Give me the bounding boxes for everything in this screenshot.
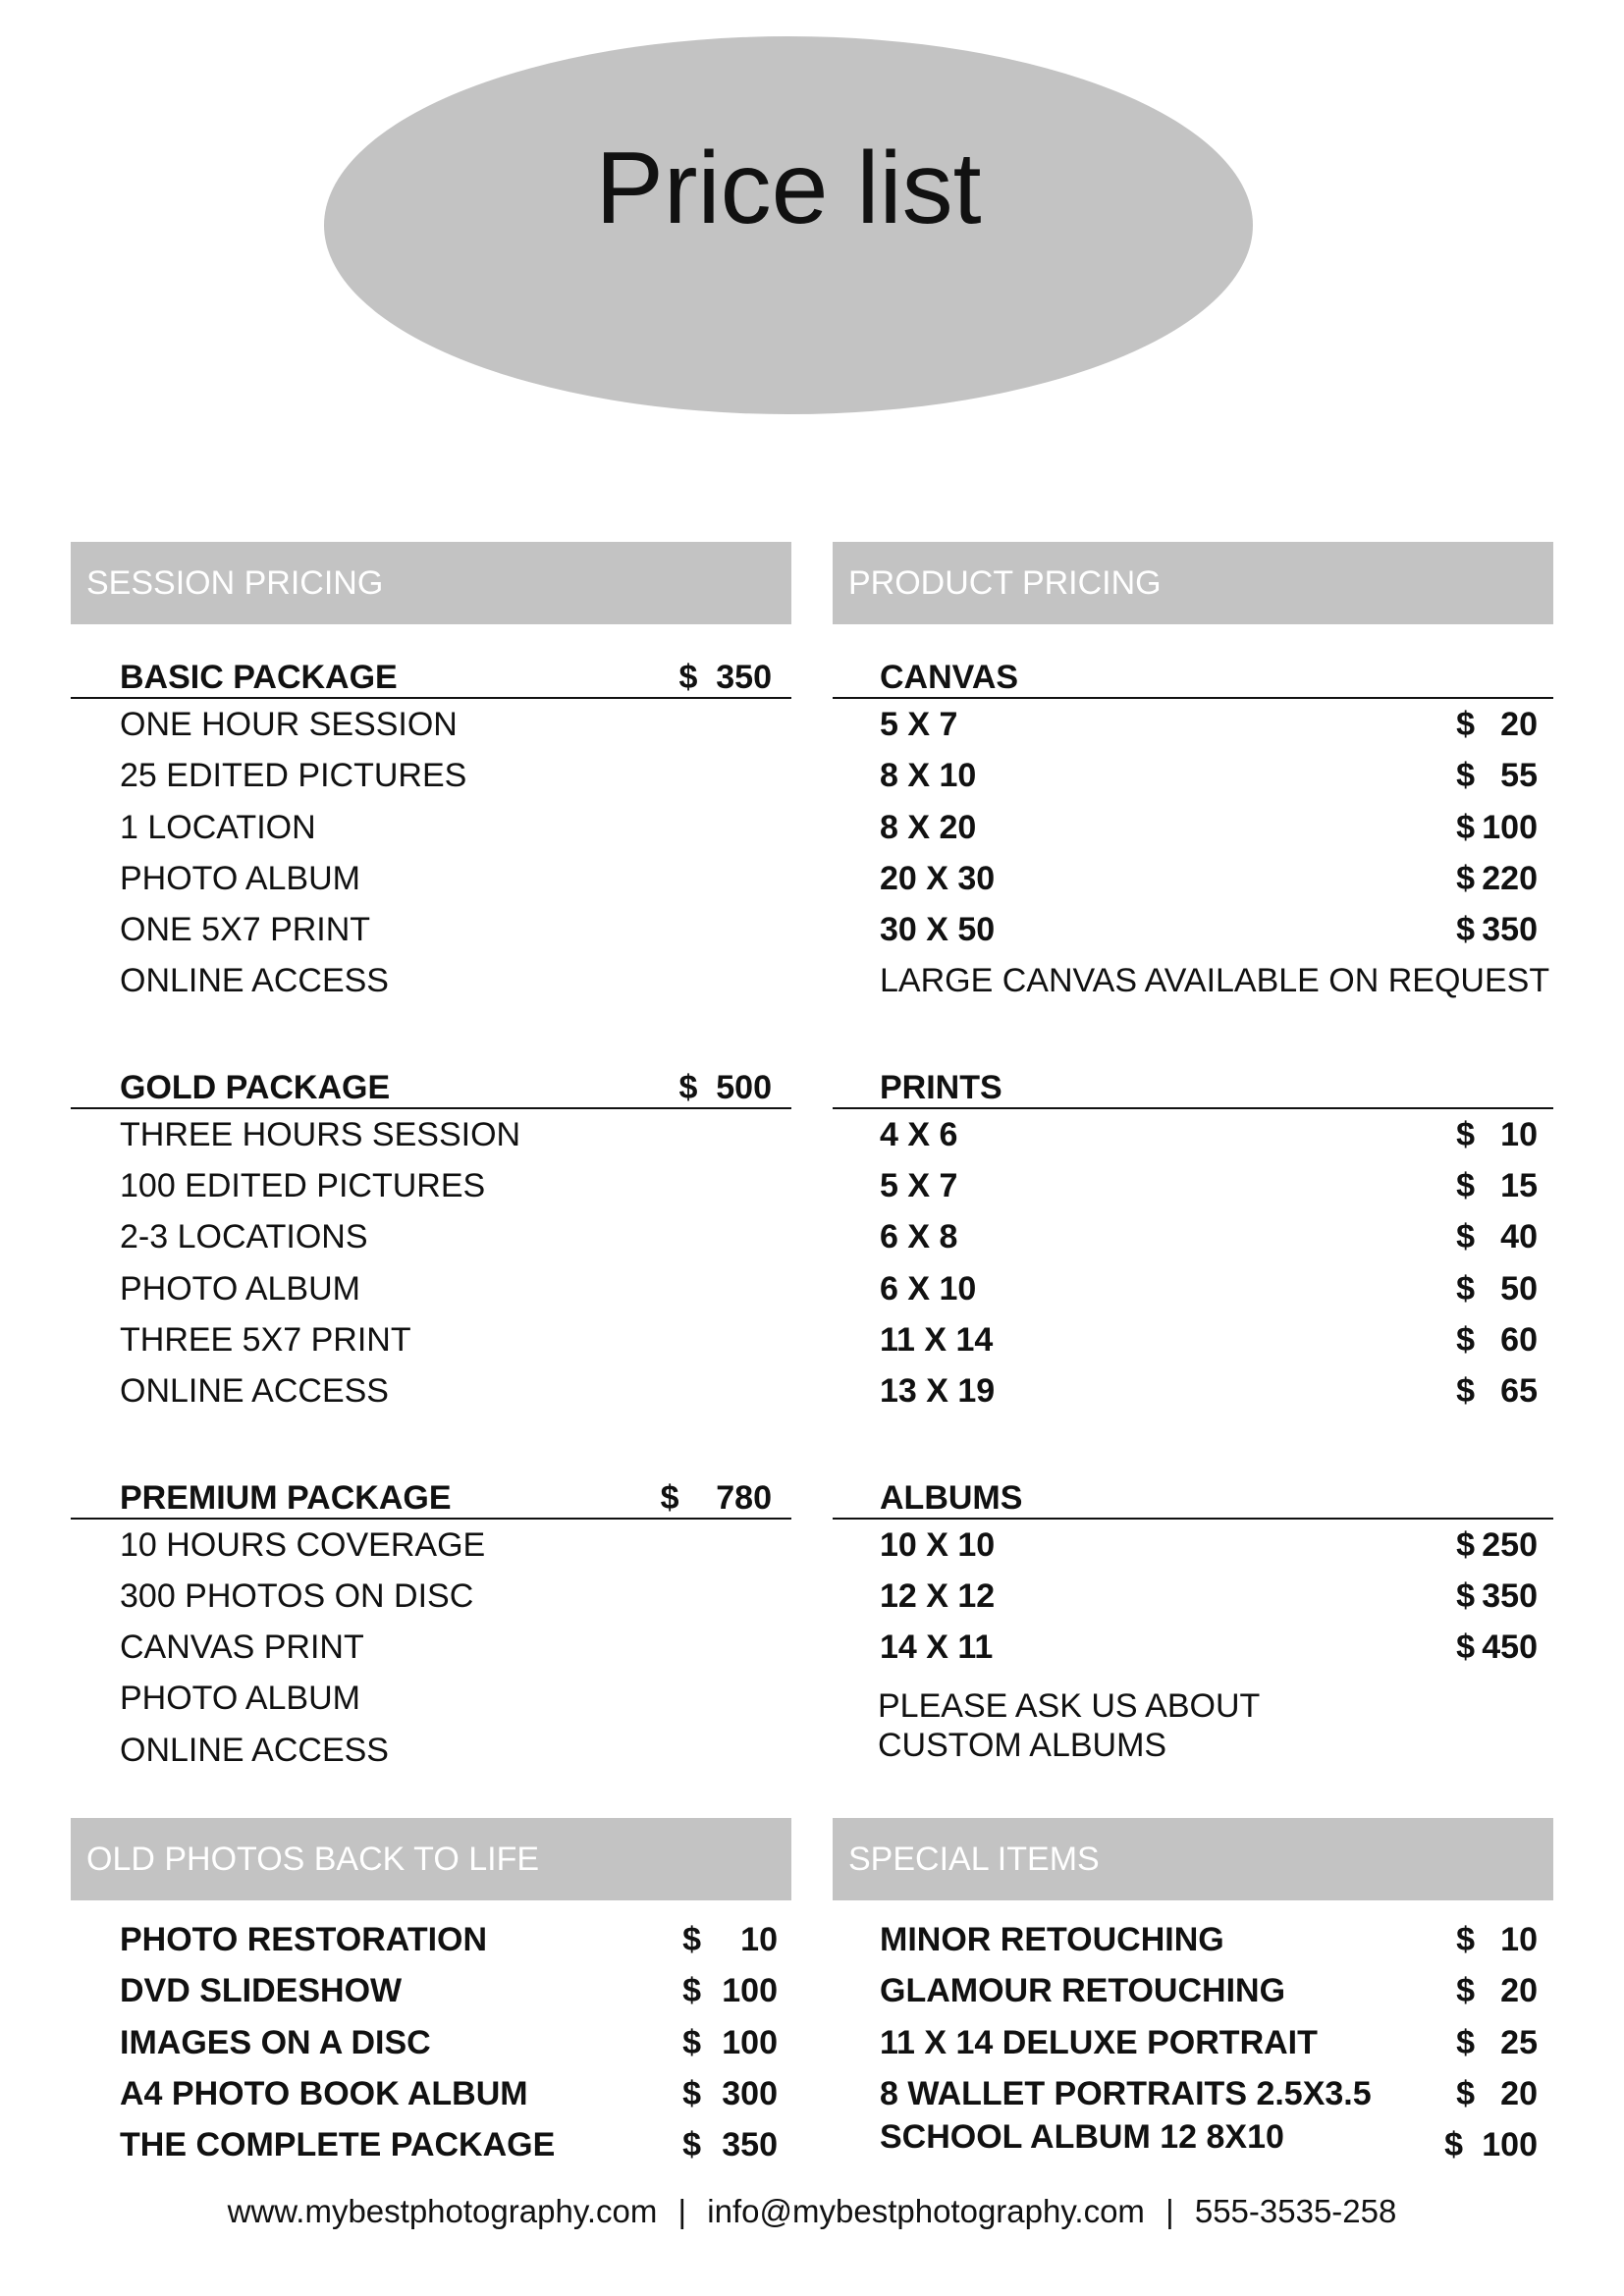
table-row: GLAMOUR RETOUCHING $ 20 — [880, 1972, 1538, 2010]
table-row: 14 X 11 $ 450 — [880, 1629, 1538, 1667]
special-items-header: SPECIAL ITEMS — [833, 1818, 1553, 1900]
table-row: 11 X 14 DELUXE PORTRAIT $ 25 — [880, 2023, 1538, 2061]
email-link[interactable]: info@mybestphotography.com — [707, 2193, 1145, 2229]
list-item: 25 EDITED PICTURES — [120, 757, 467, 795]
table-row: 8 WALLET PORTRAITS 2.5X3.5 $ 20 — [880, 2074, 1538, 2112]
table-row: 13 X 19 $ 65 — [880, 1372, 1538, 1411]
gold-package-heading — [71, 1062, 791, 1109]
canvas-note: LARGE CANVAS AVAILABLE ON REQUEST — [880, 962, 1550, 1000]
table-row: A4 PHOTO BOOK ALBUM $ 300 — [120, 2074, 778, 2112]
footer-contact — [0, 2193, 1624, 2230]
session-pricing-section — [71, 542, 791, 1776]
separator: | — [1165, 2193, 1174, 2229]
list-item: PHOTO ALBUM — [120, 1269, 360, 1308]
table-row: 6 X 8 $ 40 — [880, 1218, 1538, 1256]
package-price: $ 780 — [660, 1478, 772, 1517]
table-row: 5 X 7 $ 15 — [880, 1167, 1538, 1205]
list-item: ONLINE ACCESS — [120, 1372, 389, 1411]
product-pricing-header: PRODUCT PRICING — [833, 542, 1553, 624]
albums-note: PLEASE ASK US ABOUT CUSTOM ALBUMS — [878, 1687, 1261, 1765]
page-title: Price list — [595, 132, 982, 245]
group-name: PRINTS — [880, 1068, 1002, 1106]
table-row: 8 X 20 $ 100 — [880, 808, 1538, 846]
list-item: PHOTO ALBUM — [120, 859, 360, 897]
group-name: ALBUMS — [880, 1478, 1023, 1517]
product-pricing-section — [833, 542, 1553, 1765]
premium-package-heading — [71, 1472, 791, 1520]
table-row: 8 X 10 $ 55 — [880, 757, 1538, 795]
old-photos-header: OLD PHOTOS BACK TO LIFE — [71, 1818, 791, 1900]
table-row: IMAGES ON A DISC $ 100 — [120, 2023, 778, 2061]
table-row: 12 X 12 $ 350 — [880, 1576, 1538, 1615]
list-item: CANVAS PRINT — [120, 1629, 364, 1667]
albums-heading — [833, 1472, 1553, 1520]
table-row: SCHOOL ALBUM 12 8X10 $ 100 — [880, 2118, 1538, 2164]
phone-number: 555-3535-258 — [1194, 2193, 1397, 2229]
list-item: 100 EDITED PICTURES — [120, 1167, 486, 1205]
package-price: $ 350 — [678, 659, 772, 696]
list-item: ONE HOUR SESSION — [120, 706, 458, 743]
table-row: MINOR RETOUCHING $ 10 — [880, 1921, 1538, 1958]
list-item: THREE HOURS SESSION — [120, 1115, 521, 1153]
basic-package-heading — [71, 652, 791, 699]
list-item: PHOTO ALBUM — [120, 1680, 360, 1718]
table-row: 6 X 10 $ 50 — [880, 1269, 1538, 1308]
table-row: PHOTO RESTORATION $ 10 — [120, 1921, 778, 1958]
table-row: 4 X 6 $ 10 — [880, 1115, 1538, 1153]
package-price: $ 500 — [678, 1068, 772, 1106]
list-item: ONLINE ACCESS — [120, 962, 389, 1000]
list-item: 2-3 LOCATIONS — [120, 1218, 368, 1256]
session-pricing-header: SESSION PRICING — [71, 542, 791, 624]
package-name: BASIC PACKAGE — [120, 659, 398, 696]
table-row: 11 X 14 $ 60 — [880, 1320, 1538, 1359]
list-item: 10 HOURS COVERAGE — [120, 1525, 486, 1564]
list-item: ONE 5X7 PRINT — [120, 911, 371, 949]
list-item: THREE 5X7 PRINT — [120, 1320, 411, 1359]
list-item: 1 LOCATION — [120, 808, 316, 846]
table-row: 5 X 7 $ 20 — [880, 706, 1538, 743]
table-row: 20 X 30 $ 220 — [880, 859, 1538, 897]
website-link[interactable]: www.mybestphotography.com — [227, 2193, 658, 2229]
canvas-heading — [833, 652, 1553, 699]
table-row: 30 X 50 $ 350 — [880, 911, 1538, 949]
table-row: THE COMPLETE PACKAGE $ 350 — [120, 2126, 778, 2164]
table-row: DVD SLIDESHOW $ 100 — [120, 1972, 778, 2010]
separator: | — [677, 2193, 687, 2229]
group-name: CANVAS — [880, 659, 1019, 696]
list-item: ONLINE ACCESS — [120, 1731, 389, 1769]
package-name: PREMIUM PACKAGE — [120, 1478, 452, 1517]
special-items-section — [833, 1818, 1553, 2170]
list-item: 300 PHOTOS ON DISC — [120, 1576, 474, 1615]
old-photos-section — [71, 1818, 791, 2170]
prints-heading — [833, 1062, 1553, 1109]
package-name: GOLD PACKAGE — [120, 1068, 391, 1106]
table-row: 10 X 10 $ 250 — [880, 1525, 1538, 1564]
